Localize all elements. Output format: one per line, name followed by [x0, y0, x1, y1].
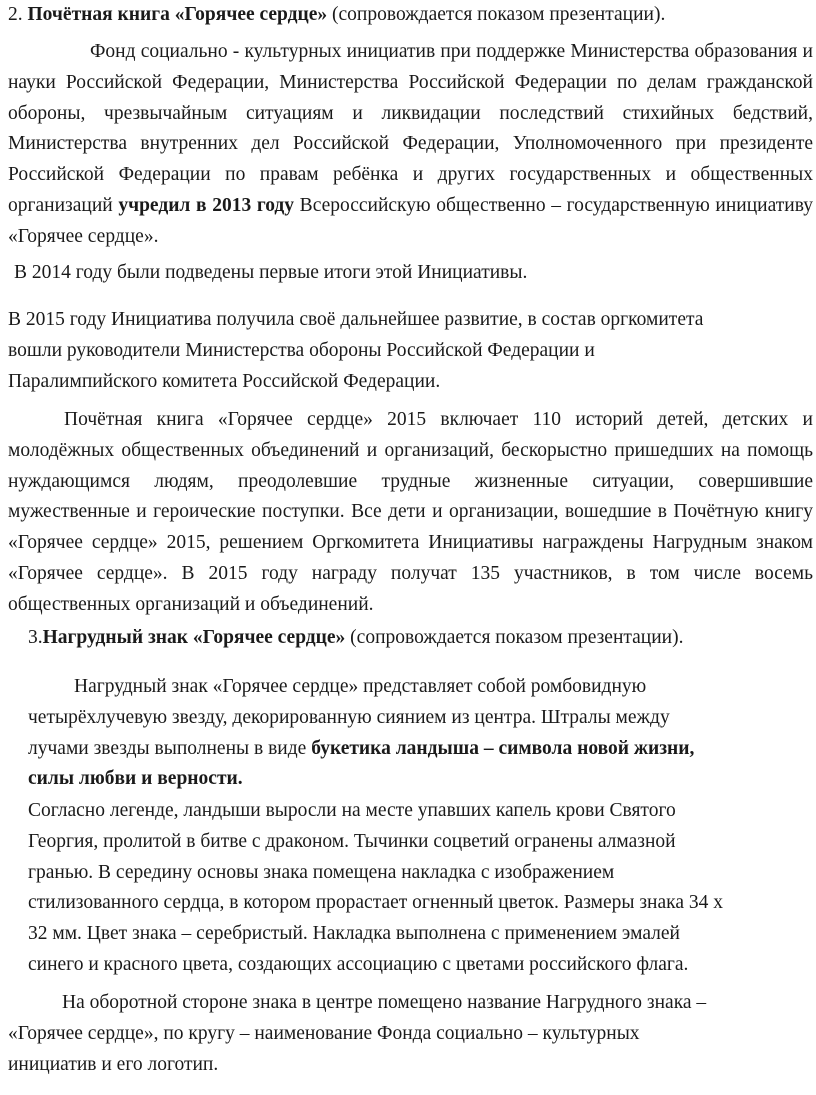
text-line: инициатив и его логотип. — [8, 1053, 219, 1075]
paragraph-honor-book: Почётная книга «Горячее сердце» 2015 включает 110 историй детей, детских и молодёжных общественных объединений и организаций, бескорыстно пришедших на помощь нуждающимся людям, преодолевшие трудные жизненные ситуации, совершившие мужественные и героические поступки. Все дети и организации, вошедшие в Почётную книгу «Горячее сердце» 2015, решением Оргкомитета Инициативы награждены Нагрудным знаком «Горячее сердце». В 2015 году награду получат 135 участников, в том числе восемь общественных организаций и объединений. — [8, 409, 813, 615]
bold-emphasis: букетика ландыша – символа новой жизни, — [311, 737, 695, 759]
paragraph-badge-description — [28, 672, 808, 795]
section-2-note: (сопровождается показом презентации). — [332, 4, 666, 25]
paragraph-2015 — [8, 305, 808, 397]
text-line: стилизованного сердца, в котором прорастает огненный цветок. Размеры знака 34 х — [28, 892, 723, 914]
section-2-heading — [8, 0, 808, 31]
text-line: Нагрудный знак «Горячее сердце» представляет собой ромбовидную — [74, 676, 647, 697]
paragraph-legend — [28, 796, 813, 981]
text-line: синего и красного цвета, создающих ассоциацию с цветами российского флага. — [28, 953, 689, 975]
section-3-title: Нагрудный знак «Горячее сердце» — [42, 627, 346, 648]
paragraph-text: Фонд социально - культурных инициатив при поддержке Министерства образования и науки Российской Федерации, Министерства Российской Федерации по делам гражданской обороны, чрезвычайным ситуациям и ликвидации последствий стихийных бедствий, Министерства внутренних дел Российской Федерации, Уполномоченного при президенте Российской Федерации по правам ребёнка и других государственных и общественных организаций — [8, 41, 813, 216]
bold-emphasis: силы любви и верности. — [28, 768, 243, 790]
text-line: На оборотной стороне знака в центре помещено название Нагрудного знака – — [62, 992, 707, 1013]
paragraph-text: лучами звезды выполнены в виде — [28, 737, 312, 759]
section-2-number: 2. — [8, 4, 23, 25]
section-3-note: (сопровождается показом презентации). — [350, 627, 684, 648]
section-3-number: 3. — [28, 627, 43, 648]
paragraph-foundation — [8, 37, 813, 253]
text-line: четырёхлучевую звезду, декорированную сиянием из центра. Штралы между — [28, 706, 670, 728]
paragraph-text: В 2014 году были подведены первые итоги этой Инициативы. — [14, 262, 528, 283]
paragraph-text: Всероссийскую общественно – государственную инициативу «Горячее сердце». — [8, 194, 813, 247]
text-line — [28, 764, 808, 795]
section-2-title: Почётная книга «Горячее сердце» — [27, 4, 328, 25]
text-line: Согласно легенде, ландыши выросли на месте упавших капель крови Святого — [28, 800, 676, 821]
text-line: гранью. В середину основы знака помещена накладка с изображением — [28, 861, 615, 883]
text-line: Паралимпийского комитета Российской Федерации. — [8, 370, 441, 392]
paragraph-2014 — [8, 258, 808, 289]
text-line: В 2015 году Инициатива получила своё дальнейшее развитие, в состав оргкомитета — [8, 309, 704, 330]
text-line: «Горячее сердце», по кругу – наименование Фонда социально – культурных — [8, 1022, 640, 1044]
section-3-heading — [28, 623, 808, 654]
text-line — [28, 734, 808, 765]
text-line: 32 мм. Цвет знака – серебристый. Накладка выполнена с применением эмалей — [28, 923, 680, 945]
text-line: Георгия, пролитой в битве с драконом. Тычинки соцветий огранены алмазной — [28, 830, 676, 852]
text-line: вошли руководители Министерства обороны Российской Федерации и — [8, 339, 595, 361]
bold-emphasis: учредил в 2013 году — [118, 194, 295, 216]
paragraph-reverse-side — [8, 988, 808, 1080]
